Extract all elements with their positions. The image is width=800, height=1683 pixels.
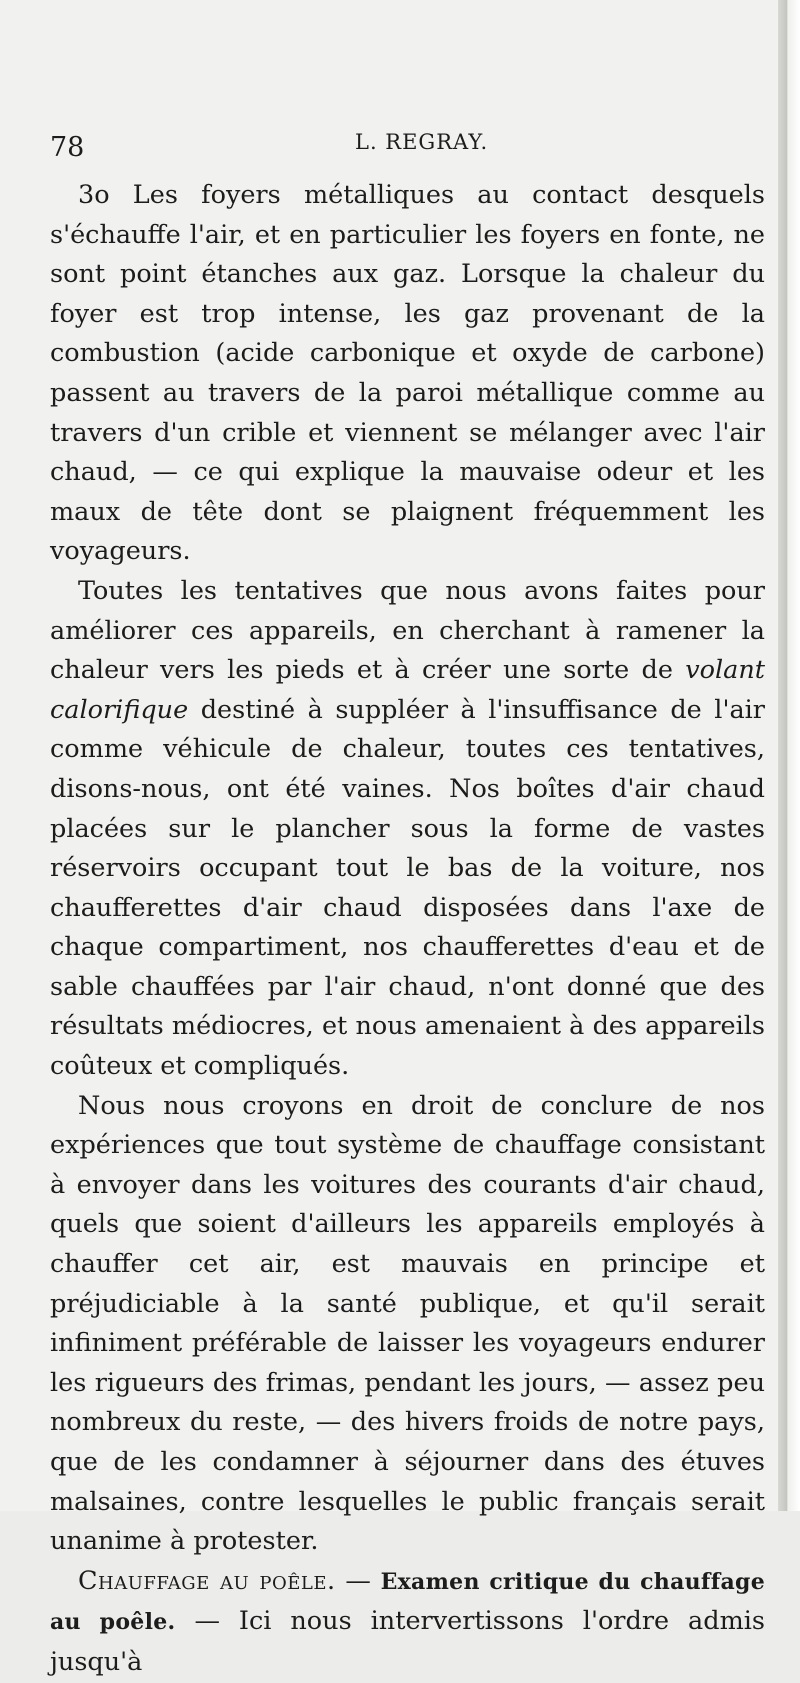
paragraph-tentatives-start: Toutes les tentatives que nous avons faites pour améliorer ces appareils, en cherchant à ramener la chaleur vers les pieds et à créer une sorte de [50,575,765,686]
running-title: L. REGRAY. [355,130,489,154]
section-heading: Examen critique du chauffage au poêle. [50,1568,765,1636]
section-text: — Ici nous intervertissons l'ordre admis jusqu'à [50,1606,765,1677]
emphasis-volant-calorifique: volant calorifique [50,655,765,725]
paragraph-tentatives-end: destiné à suppléer à l'insuffisance de l'air comme véhicule de chaleur, toutes ces tentatives, disons-nous, ont été vaines. Nos boîtes d'air chaud placées sur le plancher sous la forme de vastes réservoirs occupant tout le bas de la voiture, nos chaufferettes d'air chaud disposées dans l'axe de chaque compartiment, nos chaufferettes d'eau et de sable chauffées par l'air chaud, n'ont donné que des résultats médiocres, et nous amenaient à des appareils coûteux et compliqués. [50,694,765,1082]
section-label: Chauffage au poêle. [78,1565,336,1596]
paragraph-conclusion: Nous nous croyons en droit de conclure de nos expériences que tout système de chauffage consistant à envoyer dans les voitures des courants d'air chaud, quels que soient d'ailleurs les appareils employés à chauffer cet air, est mauvais en principe et préjudiciable à la santé publique, et qu'il serait infiniment préférable de laisser les voyageurs endurer les rigueurs des frimas, pendant les jours, — assez peu nombreux du reste, — des hivers froids de notre pays, que de les condamner à séjourner dans des étuves malsaines, contre lesquelles le public français serait unanime à protester. [50,1090,765,1557]
paragraph-chauffage-poele [50,1562,765,1683]
section-dash: — [335,1565,381,1596]
paragraph-tentatives [50,572,765,1087]
page-number: 78 [50,132,85,163]
paragraph-foyers-metalliques: 3o Les foyers métalliques au contact desquels s'échauffe l'air, et en particulier les foyers en fonte, ne sont point étanches aux gaz. Lorsque la chaleur du foyer est trop intense, les gaz provenant de la combustion (acide carbonique et oxyde de carbone) passent au travers de la paroi métallique comme au travers d'un crible et viennent se mélanger avec l'air chaud, — ce qui explique la mauvaise odeur et les maux de tête dont se plaignent fréquemment les voyageurs. [50,180,765,567]
page-body [50,176,765,1683]
page-header [50,128,765,168]
page-edge [778,0,800,1511]
